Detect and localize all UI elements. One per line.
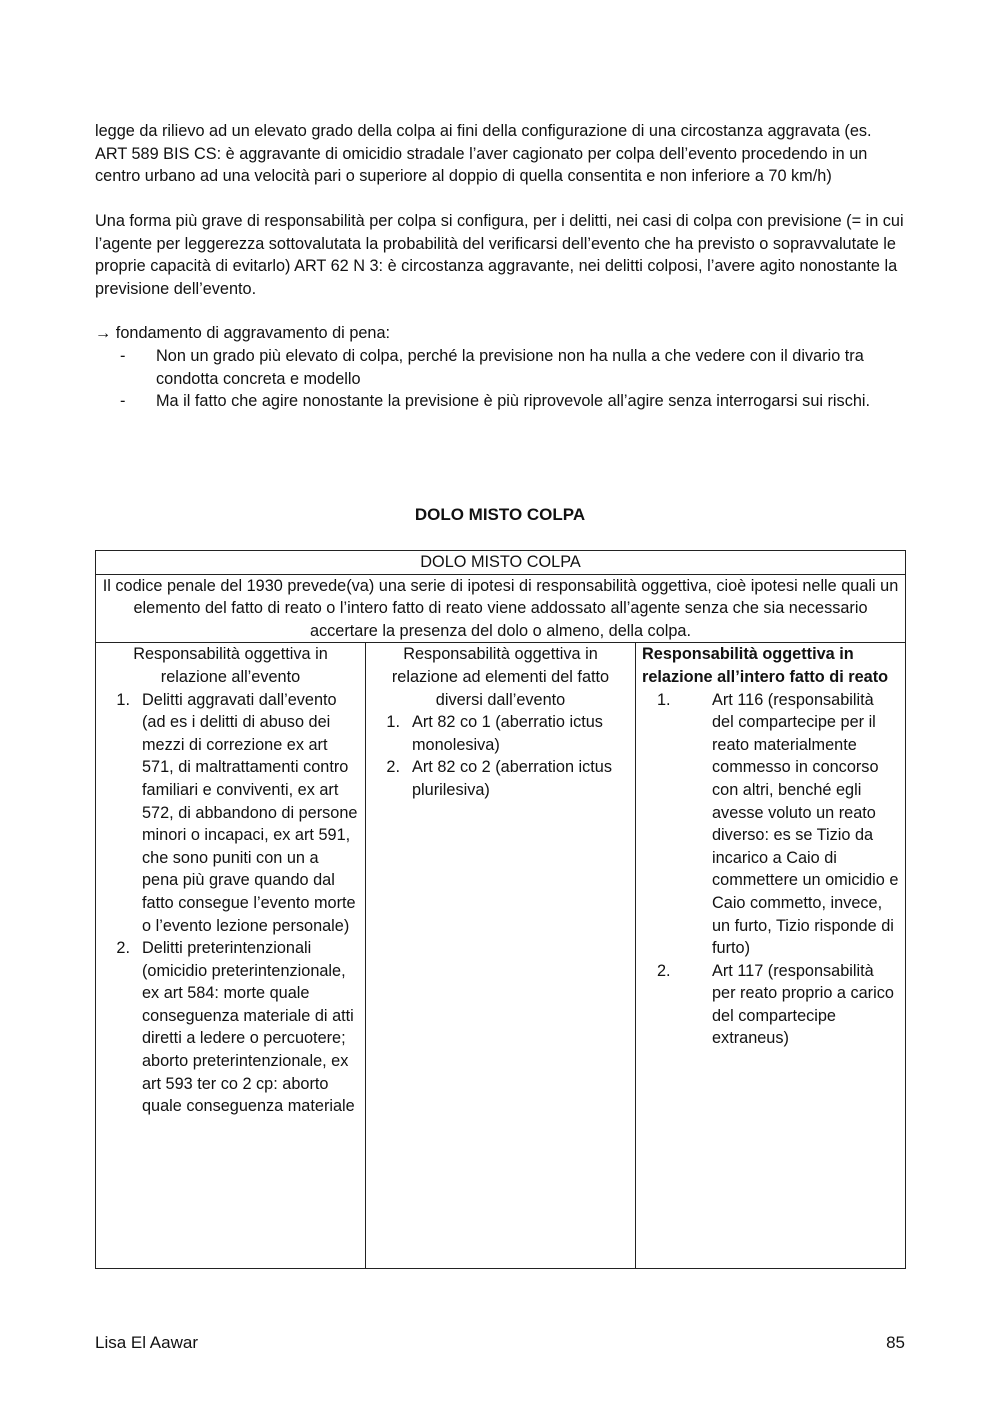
table-title: DOLO MISTO COLPA bbox=[96, 551, 906, 575]
column-list bbox=[372, 711, 629, 801]
footer-author: Lisa El Aawar bbox=[95, 1333, 198, 1352]
list-number: 2. bbox=[116, 939, 130, 958]
bullet-marker: - bbox=[120, 347, 126, 365]
paragraph-colpa-con-previsione: Una forma più grave di responsabilità per colpa si configura, per i delitti, nei casi di colpa con previsione (= in cui l’agente per leggerezza sottovalutata la probabilità del verificarsi dell’evento che ha previsto o sopravvalutate le proprie capacità di evitarlo) ART 62 N 3: è circostanza aggravante, nei delitti colposi, l’avere agito nonostante la previsione dell’evento. bbox=[95, 212, 904, 298]
list-item bbox=[372, 756, 629, 801]
paragraph-aggravating-circumstance: legge da rilievo ad un elevato grado della colpa ai fini della configurazione di una circostanza aggravata (es. ART 589 BIS CS: è aggravante di omicidio stradale l’aver cagionato per colpa dell’evento procedendo in un centro urbano ad una velocità pari o superiore al doppio di quella consentita e non inferiore a 70 km/h) bbox=[95, 122, 872, 186]
column-title: Responsabilità oggettiva in relazione all’evento bbox=[133, 645, 328, 686]
bullet-item bbox=[120, 345, 910, 390]
section-heading: DOLO MISTO COLPA bbox=[414, 505, 586, 524]
column-intero-fatto bbox=[636, 643, 906, 1269]
bullet-marker: - bbox=[120, 392, 126, 411]
column-list bbox=[102, 689, 359, 1118]
list-number: 1. bbox=[386, 713, 400, 732]
bullet-list bbox=[120, 345, 910, 413]
list-number: 1. bbox=[657, 690, 671, 709]
bullet-text: Ma il fatto che agire nonostante la previsione è più riprovevole all’agire senza interrogarsi sui rischi. bbox=[156, 392, 871, 411]
list-text: Art 82 co 2 (aberration ictus plurilesiva) bbox=[412, 758, 612, 799]
list-text: Delitti preterintenzionali (omicidio preterintenzionale, ex art 584: morte quale conseguenza materiale di atti diretti a ledere o percuotere; aborto preterintenzionale, ex art 593 ter co 2 cp: aborto quale conseguenza materiale bbox=[142, 939, 355, 1116]
page-number: 85 bbox=[886, 1333, 905, 1352]
list-number: 1. bbox=[116, 690, 130, 709]
list-text: Art 116 (responsabilità del compartecipe per il reato materialmente commesso in concorso con altri, benché egli avesse voluto un reato diverso: es se Tizio da incarico a Caio di commettere un omicidio e Caio commetto, invece, un furto, Tizio risponde di furto) bbox=[712, 690, 899, 958]
list-item bbox=[102, 689, 359, 938]
column-evento bbox=[96, 643, 366, 1269]
list-number: 2. bbox=[386, 758, 400, 777]
dolo-misto-colpa-table bbox=[95, 550, 906, 1269]
list-item bbox=[642, 960, 899, 1050]
table-columns-row bbox=[96, 643, 906, 1269]
table-intro: Il codice penale del 1930 prevede(va) una serie di ipotesi di responsabilità oggettiva, cioè ipotesi nelle quali un elemento del fatto di reato o l’intero fatto di reato viene addossato all’agente senza che sia necessario accertare la presenza del dolo o almeno, della colpa. bbox=[96, 574, 906, 643]
table-intro-row bbox=[96, 574, 906, 643]
arrow-line-fondamento: → fondamento di aggravamento di pena: bbox=[95, 324, 391, 342]
column-title: Responsabilità oggettiva in relazione all’intero fatto di reato bbox=[642, 645, 889, 686]
list-number: 2. bbox=[657, 961, 671, 980]
list-item bbox=[102, 937, 359, 1118]
list-text: Delitti aggravati dall’evento (ad es i delitti di abuso dei mezzi di correzione ex art 571, di maltrattamenti contro familiari e conviventi, ex art 572, di abbandono di persone minori o incapaci, ex art 591, che sono puniti con un a pena più grave quando dal fatto consegue l’evento morte o l’evento lezione personale) bbox=[142, 690, 358, 935]
list-item bbox=[372, 711, 629, 756]
list-text: Art 117 (responsabilità per reato proprio a carico del compartecipe extraneus) bbox=[712, 961, 894, 1048]
bullet-text: Non un grado più elevato di colpa, perché la previsione non ha nulla a che vedere con il divario tra condotta concreta e modello bbox=[156, 347, 864, 388]
table-title-row bbox=[96, 551, 906, 575]
column-elementi-fatto bbox=[366, 643, 636, 1269]
list-text: Art 82 co 1 (aberratio ictus monolesiva) bbox=[412, 713, 603, 754]
bullet-item bbox=[120, 390, 910, 413]
column-title: Responsabilità oggettiva in relazione ad elementi del fatto diversi dall’evento bbox=[391, 645, 610, 709]
column-list bbox=[642, 689, 899, 1051]
list-item bbox=[642, 689, 899, 960]
